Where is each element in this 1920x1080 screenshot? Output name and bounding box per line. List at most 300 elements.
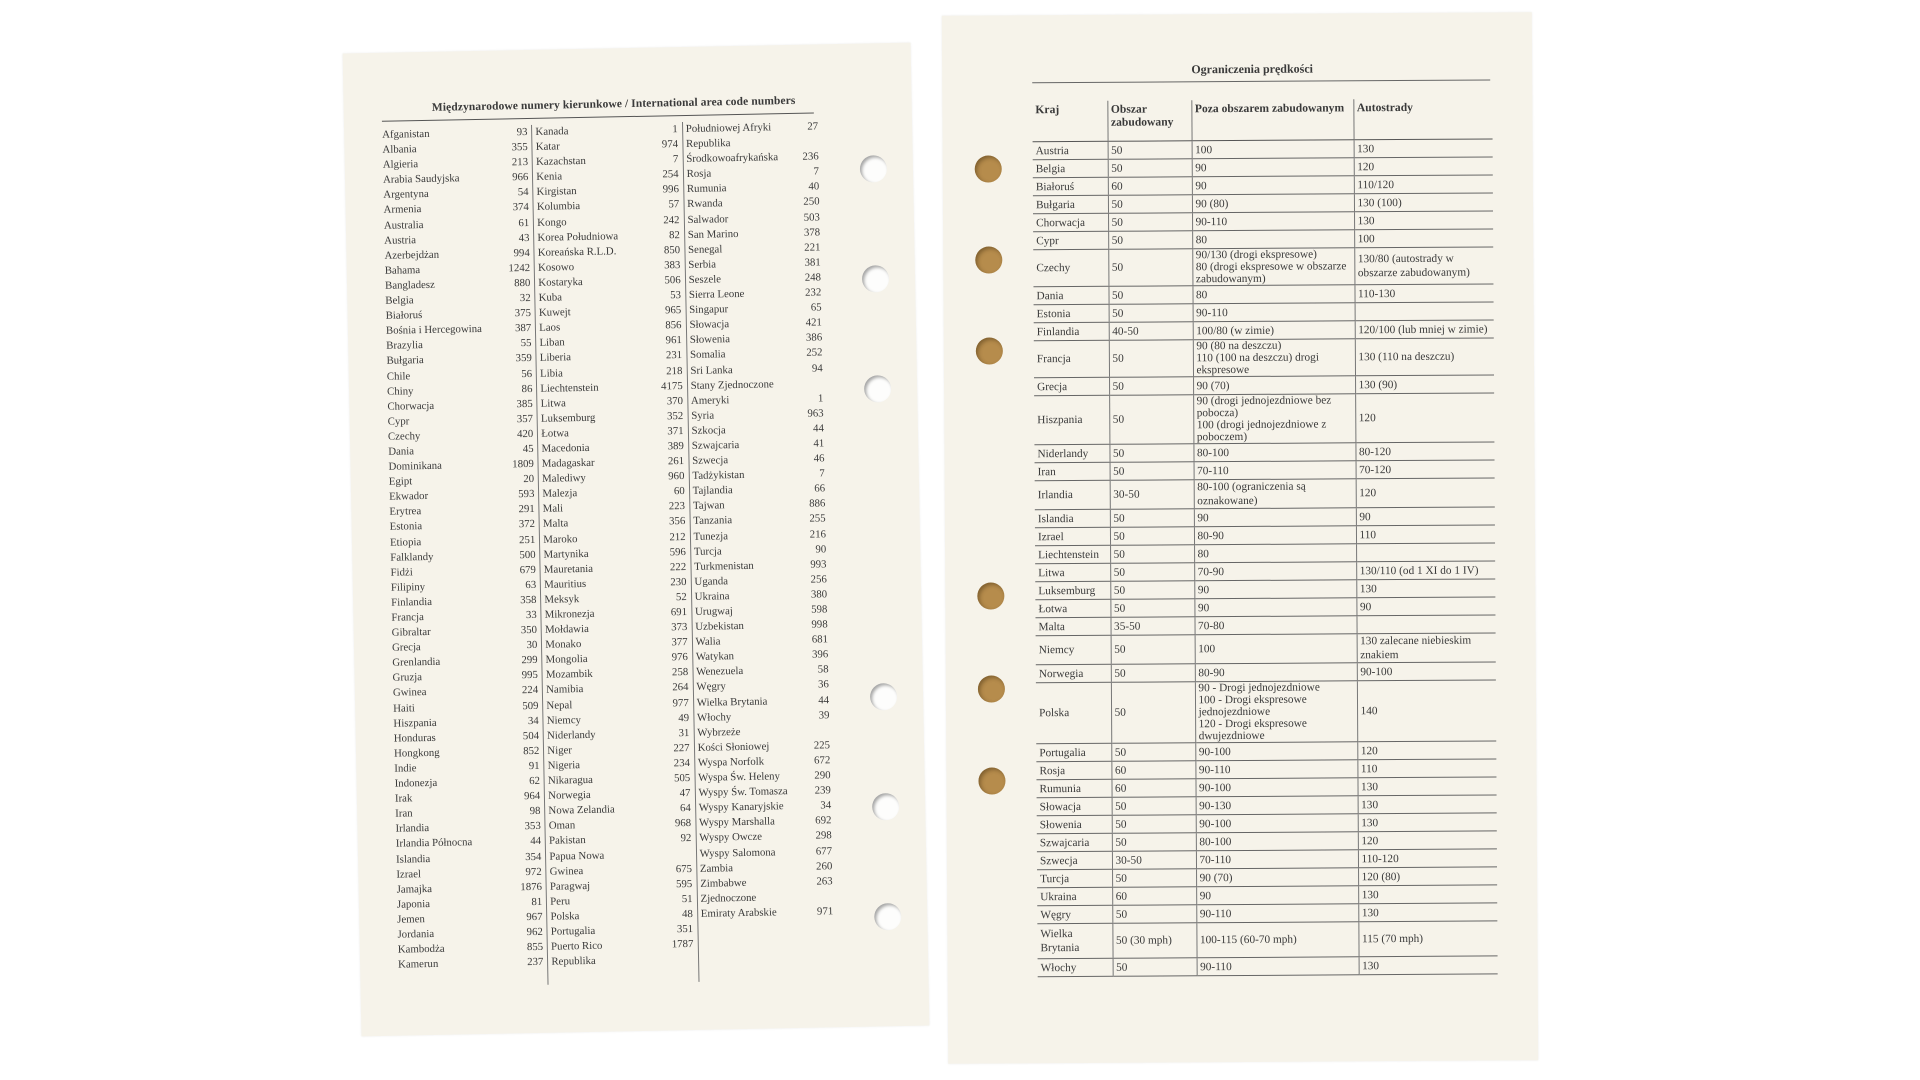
rural-limit-text: 70-110 <box>1199 853 1232 866</box>
country-name: Irlandia Północna <box>395 836 473 851</box>
motorway-limit-cell: 130 <box>1359 956 1498 975</box>
dial-code: 30 <box>526 639 538 652</box>
dial-code: 251 <box>518 533 536 546</box>
motorway-limit-cell: 140 <box>1357 680 1496 742</box>
rural-limit-text: 80 <box>1197 547 1209 560</box>
dial-code: 66 <box>814 482 826 495</box>
urban-limit-cell: 50 <box>1112 905 1196 924</box>
dial-code: 32 <box>519 292 531 305</box>
urban-limit-cell: 50 <box>1111 635 1195 665</box>
dial-code: 81 <box>531 895 543 908</box>
motorway-limit-cell: 130 <box>1358 885 1497 904</box>
dial-code: 386 <box>805 331 823 345</box>
motorway-limit-cell: 90-100 <box>1357 662 1496 681</box>
country-name: Nowa Zelandia <box>548 803 615 817</box>
country-name: San Marino <box>687 227 739 241</box>
motorway-limit-cell: 70-120 <box>1356 460 1495 479</box>
country-cell: Niderlandy <box>1034 444 1109 462</box>
country-cell: Iran <box>1035 462 1110 480</box>
dial-code: 48 <box>681 907 693 921</box>
country-name: Wyspa Św. Heleny <box>698 770 781 784</box>
country-cell: Niemcy <box>1036 635 1111 664</box>
dial-code: 44 <box>530 835 542 848</box>
rural-limit-text: 80-100 (ograniczenia są oznakowane) <box>1197 480 1306 508</box>
country-cell: Węgry <box>1037 905 1112 923</box>
list-item <box>551 937 698 955</box>
country-name: Rwanda <box>687 197 723 211</box>
dial-code: 33 <box>525 608 537 622</box>
country-cell: Słowacja <box>1037 797 1112 815</box>
country-name: Bułgaria <box>386 354 424 368</box>
list-item <box>551 952 698 970</box>
rural-limit-cell <box>1196 868 1358 887</box>
country-name: Jamajka <box>396 882 433 896</box>
country-name: Polska <box>550 910 580 923</box>
dial-code: 961 <box>665 334 682 347</box>
dial-code: 227 <box>673 741 690 755</box>
country-name: Niderlandy <box>546 728 596 742</box>
rural-limit-text: 90-110 <box>1196 306 1228 319</box>
country-name: Niemcy <box>546 713 582 727</box>
rural-limit-text: 80-100 <box>1196 446 1230 459</box>
binder-hole <box>978 675 1005 702</box>
dial-code: 596 <box>669 545 686 558</box>
country-name: Puerto Rico <box>551 939 603 953</box>
dial-code: 359 <box>515 352 532 365</box>
country-name: Mikronezja <box>544 607 595 621</box>
dial-code: 86 <box>521 382 533 395</box>
country-name: Kirgistan <box>536 185 577 199</box>
dial-code: 996 <box>662 183 680 196</box>
rural-limit-cell <box>1196 814 1358 833</box>
dial-code: 56 <box>521 367 533 380</box>
country-name: Mauritius <box>544 577 587 591</box>
country-name: Walia <box>695 635 721 649</box>
dial-code: 57 <box>668 198 680 211</box>
country-name: Chile <box>386 369 411 383</box>
urban-limit-cell: 60 <box>1111 761 1195 780</box>
rural-limit-text: 90-130 <box>1199 799 1232 812</box>
dial-code: 370 <box>666 394 684 408</box>
country-cell: Szwajcaria <box>1037 833 1112 851</box>
country-name: Liberia <box>539 351 572 365</box>
urban-limit-cell: 50 <box>1108 231 1192 250</box>
country-name: Somalia <box>689 348 726 362</box>
dial-code: 92 <box>680 832 692 845</box>
urban-limit-cell: 50 <box>1108 159 1192 178</box>
rural-limit-text: 90 <box>1195 179 1207 192</box>
dial-code: 387 <box>514 322 532 335</box>
country-name: Kuba <box>538 291 563 304</box>
country-name: Bośnia i Hercegowina <box>385 323 483 337</box>
binder-hole <box>978 767 1005 794</box>
rural-limit-text: 90 - Drogi jednojezdniowe <box>1198 681 1320 695</box>
dial-code: 7 <box>819 467 825 480</box>
punch-hole <box>874 903 902 931</box>
speed-limits-body <box>1033 139 1498 977</box>
dial-code: 63 <box>525 578 537 591</box>
country-name: Wybrzeże <box>697 725 741 739</box>
list-item <box>700 874 837 892</box>
motorway-limit-cell: 100 <box>1354 229 1493 248</box>
rural-limit-cell <box>1192 248 1354 286</box>
country-cell: Chorwacja <box>1033 213 1108 231</box>
urban-limit-cell: 50 <box>1110 563 1194 582</box>
motorway-limit-cell: 130 <box>1357 777 1496 796</box>
title-divider <box>1032 79 1490 83</box>
list-item <box>690 346 827 364</box>
country-name: Afganistan <box>382 127 430 141</box>
country-name: Kości Słoniowej <box>697 740 770 754</box>
dial-code: 61 <box>518 216 530 229</box>
country-name: Filipiny <box>390 580 426 594</box>
dial-code: 692 <box>815 814 832 827</box>
dial-code: 886 <box>809 497 826 511</box>
punch-hole <box>870 683 898 711</box>
country-cell: Słowenia <box>1037 815 1112 833</box>
motorway-limit-cell: 120 <box>1358 831 1497 850</box>
country-name: Gwinea <box>392 686 427 700</box>
country-name: Malta <box>542 517 569 531</box>
dial-code: 31 <box>678 726 690 739</box>
dial-code: 967 <box>526 910 543 924</box>
country-name: Tajwan <box>692 499 725 513</box>
rural-limit-cell <box>1192 230 1354 249</box>
country-name: Koreańska R.L.D. <box>537 245 617 259</box>
dial-code: 222 <box>669 560 687 574</box>
country-name: Indonezja <box>394 776 438 790</box>
country-cell: Szwecja <box>1037 851 1112 869</box>
country-name: Szkocja <box>691 424 726 437</box>
dial-code: 252 <box>806 346 823 360</box>
country-name: Czechy <box>387 429 421 443</box>
motorway-limit-cell: 90 <box>1356 507 1495 526</box>
dial-code: 49 <box>678 711 690 724</box>
country-name: Kanada <box>535 125 569 138</box>
rural-limit-text: 90 (70) <box>1199 871 1233 884</box>
dial-code: 90 <box>815 542 827 556</box>
rural-limit-cell <box>1194 479 1356 509</box>
motorway-limit-cell: 130 <box>1358 813 1497 832</box>
binder-hole <box>977 582 1004 609</box>
country-name: Wenezuela <box>696 665 744 679</box>
dial-code: 62 <box>529 774 541 788</box>
motorway-limit-cell: 130 <box>1356 579 1495 598</box>
motorway-limit-cell: 120 <box>1356 478 1495 508</box>
dial-code: 850 <box>663 243 681 257</box>
country-name: Australia <box>383 218 424 232</box>
rural-limit-text: 120 - Drogi ekspresowe dwujezdniowe <box>1198 717 1307 743</box>
country-name: Sierra Leone <box>688 287 745 301</box>
country-name: Kuwejt <box>538 306 571 319</box>
urban-limit-cell: 60 <box>1111 779 1195 798</box>
dial-code: 7 <box>813 165 820 178</box>
rural-limit-cell <box>1194 598 1356 617</box>
rural-limit-cell <box>1195 778 1357 797</box>
dial-code: 381 <box>804 256 821 269</box>
dial-code: 371 <box>667 424 684 438</box>
country-name: Nepal <box>546 698 573 712</box>
country-name: Meksyk <box>544 593 580 606</box>
urban-limit-cell: 50 <box>1110 599 1194 618</box>
motorway-limit-cell: 110-120 <box>1358 849 1497 868</box>
dial-code: 963 <box>807 407 824 420</box>
dial-code: 46 <box>813 452 825 465</box>
dial-code: 378 <box>803 226 821 239</box>
dial-code: 64 <box>679 802 691 815</box>
country-cell: Irlandia <box>1035 480 1110 509</box>
rural-limit-text: 90-110 <box>1200 960 1232 973</box>
list-item <box>388 457 538 475</box>
dial-code: 258 <box>671 666 689 679</box>
dial-code: 966 <box>512 171 529 184</box>
area-codes-title: Międzynarodowe numery kierunkowe / International area code numbers <box>431 94 796 114</box>
dial-code: 263 <box>816 874 833 888</box>
dial-code: 1 <box>672 123 678 136</box>
country-cell: Austria <box>1033 141 1108 159</box>
dial-code: 290 <box>814 769 831 782</box>
country-name: Nikaragua <box>547 773 594 787</box>
rural-limit-cell <box>1193 303 1355 322</box>
country-name: Wielka Brytania <box>696 695 768 709</box>
dial-code: 377 <box>671 636 688 649</box>
dial-code: 420 <box>516 427 534 441</box>
country-name: Wyspy Kanaryjskie <box>698 800 784 815</box>
urban-limit-cell: 50 <box>1109 395 1193 445</box>
urban-limit-cell: 50 <box>1112 815 1196 834</box>
country-cell: Ukraina <box>1037 887 1112 905</box>
urban-limit-cell: 50 <box>1110 581 1194 600</box>
dial-code: 298 <box>815 829 832 843</box>
country-cell: Francja <box>1034 340 1109 377</box>
country-name: Gruzja <box>392 671 423 685</box>
rural-limit-cell <box>1195 681 1357 743</box>
speed-limits-table <box>1032 98 1497 977</box>
motorway-limit-cell: 130 <box>1354 211 1493 230</box>
country-cell: Estonia <box>1034 304 1109 322</box>
dial-code: 1242 <box>508 261 531 275</box>
motorway-limit-cell: 120 (80) <box>1358 867 1497 886</box>
list-item <box>693 527 830 545</box>
dial-code: 356 <box>668 515 686 528</box>
country-name: Turcja <box>693 544 722 558</box>
country-name: Łotwa <box>541 427 569 440</box>
rural-limit-cell <box>1196 886 1358 905</box>
country-name: Wyspa Norfolk <box>697 755 765 769</box>
motorway-limit-cell: 130 (110 na deszczu) <box>1355 338 1494 376</box>
dial-code: 44 <box>813 422 825 435</box>
rural-limit-text: 100 (drogi jednojezdniowe z poboczem) <box>1196 418 1327 444</box>
dial-code: 225 <box>813 739 831 752</box>
urban-limit-cell: 30-50 <box>1110 480 1194 510</box>
country-name: Urugwaj <box>694 605 733 618</box>
dial-code: 248 <box>804 271 822 284</box>
dial-code: 213 <box>511 156 529 169</box>
country-cell: Belgia <box>1033 159 1108 177</box>
rural-limit-cell <box>1196 922 1358 958</box>
country-cell: Hiszpania <box>1034 395 1109 444</box>
dial-code: 7 <box>672 153 679 166</box>
dial-code: 291 <box>518 503 535 516</box>
list-item <box>540 379 687 397</box>
urban-limit-cell: 50 <box>1110 527 1194 546</box>
country-name: Węgry <box>696 680 726 694</box>
dial-code: 380 <box>810 588 828 601</box>
dial-code: 593 <box>518 488 535 501</box>
country-name: Liban <box>539 336 565 350</box>
rural-limit-cell <box>1196 832 1358 851</box>
dial-code: 677 <box>815 844 833 858</box>
urban-limit-cell: 50 <box>1110 509 1194 528</box>
country-name: Iran <box>395 807 413 820</box>
dial-code: 505 <box>673 772 691 785</box>
dial-code: 212 <box>669 530 686 543</box>
urban-limit-cell: 50 <box>1109 377 1193 396</box>
country-name: Malediwy <box>542 472 587 485</box>
country-name: Chiny <box>386 384 414 398</box>
dial-code: 218 <box>666 364 683 377</box>
punch-hole <box>862 265 890 293</box>
dial-code: 500 <box>519 548 536 561</box>
country-name: Wyspy Salomona <box>699 845 776 860</box>
dial-code: 82 <box>668 228 680 241</box>
dial-code: 375 <box>514 307 532 320</box>
dial-code: 976 <box>671 651 689 664</box>
binder-hole <box>976 337 1003 364</box>
country-name: Niger <box>547 744 573 757</box>
dial-code: 504 <box>522 729 540 742</box>
country-name: Syria <box>691 409 715 422</box>
urban-limit-cell: 40-50 <box>1109 322 1193 341</box>
country-name: Madagaskar <box>541 456 595 470</box>
urban-limit-cell: 35-50 <box>1110 617 1194 636</box>
motorway-limit-cell <box>1356 543 1495 562</box>
rural-limit-text: 90 <box>1199 889 1212 902</box>
country-cell: Islandia <box>1035 509 1110 527</box>
country-name: Litwa <box>540 397 566 410</box>
dial-code: 40 <box>808 180 820 193</box>
country-name: Włochy <box>696 710 732 724</box>
country-name: Namibia <box>546 683 584 697</box>
country-name: Indie <box>394 762 417 775</box>
dial-code: 237 <box>527 956 544 969</box>
rural-limit-text: 100 <box>1198 643 1216 656</box>
country-name: Chorwacja <box>387 399 435 413</box>
dial-code: 41 <box>813 437 825 450</box>
urban-limit-cell: 50 <box>1108 286 1192 305</box>
country-name: Francja <box>391 611 424 624</box>
list-item <box>689 285 826 303</box>
dial-code: 45 <box>522 442 534 456</box>
rural-limit-text: 90 (drogi jednojezdniowe bez pobocza) <box>1196 394 1332 420</box>
list-item <box>698 783 835 801</box>
dial-code: 94 <box>811 361 823 375</box>
dial-code: 34 <box>820 799 832 812</box>
dial-code: 256 <box>810 573 827 586</box>
area-codes-page <box>343 43 930 1037</box>
country-name: Ameryki <box>690 393 730 407</box>
motorway-limit-cell: 120 <box>1354 157 1493 176</box>
country-name: Seszele <box>688 273 722 286</box>
speed-limits-title: Ograniczenia prędkości <box>1191 61 1314 77</box>
rural-limit-cell <box>1194 544 1356 563</box>
country-name: Argentyna <box>383 188 429 202</box>
country-name: Armenia <box>383 203 422 217</box>
dial-code: 27 <box>807 120 819 133</box>
urban-limit-cell: 50 <box>1112 797 1196 816</box>
list-item <box>691 406 828 424</box>
area-codes-columns <box>382 119 838 987</box>
dial-code: 350 <box>520 624 538 637</box>
country-name: Zjednoczone <box>700 891 757 905</box>
dial-code: 98 <box>529 805 541 818</box>
dial-code: 977 <box>672 696 689 709</box>
rural-limit-cell <box>1194 616 1356 635</box>
dial-code: 4175 <box>660 379 683 393</box>
list-item <box>385 261 535 279</box>
country-name: Południowej Afryki <box>685 121 772 135</box>
rural-limit-text: 90 <box>1197 511 1209 524</box>
country-name: Bangladesz <box>384 278 435 292</box>
dial-code: 43 <box>518 231 530 244</box>
country-name: Mongolia <box>545 653 588 667</box>
dial-code: 421 <box>805 316 823 329</box>
country-cell: Bułgaria <box>1033 195 1108 213</box>
country-name: Zimbabwe <box>700 876 747 890</box>
country-name: Kosowo <box>537 260 575 274</box>
country-name: Uzbekistan <box>695 620 745 633</box>
dial-code: 968 <box>674 817 692 830</box>
header-country: Kraj <box>1032 101 1107 142</box>
rural-limit-cell <box>1193 376 1355 395</box>
country-name: Mauretania <box>543 562 594 576</box>
dial-code: 264 <box>672 681 689 694</box>
table-row <box>1036 680 1496 744</box>
country-name: Zambia <box>699 861 734 875</box>
rural-limit-cell <box>1194 562 1356 581</box>
list-item <box>696 648 833 666</box>
country-name: Oman <box>548 819 576 833</box>
table-row <box>1035 478 1495 510</box>
country-name: Pakistan <box>548 834 586 848</box>
urban-limit-cell: 50 <box>1109 304 1193 323</box>
country-cell: Portugalia <box>1036 743 1111 761</box>
country-name: Ukraina <box>694 590 730 603</box>
country-cell: Dania <box>1033 286 1108 304</box>
rural-limit-text: 110 (100 na deszczu) drogi ekspresowe <box>1196 351 1319 377</box>
motorway-limit-cell: 110-130 <box>1354 284 1493 303</box>
country-name: Etiopia <box>389 535 422 549</box>
country-cell: Izrael <box>1035 527 1110 545</box>
country-name: Malezja <box>542 487 578 501</box>
country-name: Libia <box>539 366 564 380</box>
dial-code: 964 <box>523 790 541 803</box>
country-name: Kolumbia <box>536 200 581 214</box>
country-cell: Turcja <box>1037 869 1112 887</box>
rural-limit-text: 70-80 <box>1197 619 1225 632</box>
dial-code: 965 <box>664 304 682 317</box>
dial-code: 91 <box>528 759 540 773</box>
dial-code: 1787 <box>671 938 694 951</box>
country-name: Tunezja <box>693 529 729 543</box>
area-codes-column-1 <box>382 125 548 988</box>
country-name: Belgia <box>385 294 414 307</box>
dial-code: 358 <box>520 593 537 607</box>
table-row <box>1033 247 1493 287</box>
country-name: Nigeria <box>547 759 581 772</box>
country-name: Laos <box>539 321 561 335</box>
country-name: Falklandy <box>390 550 434 564</box>
